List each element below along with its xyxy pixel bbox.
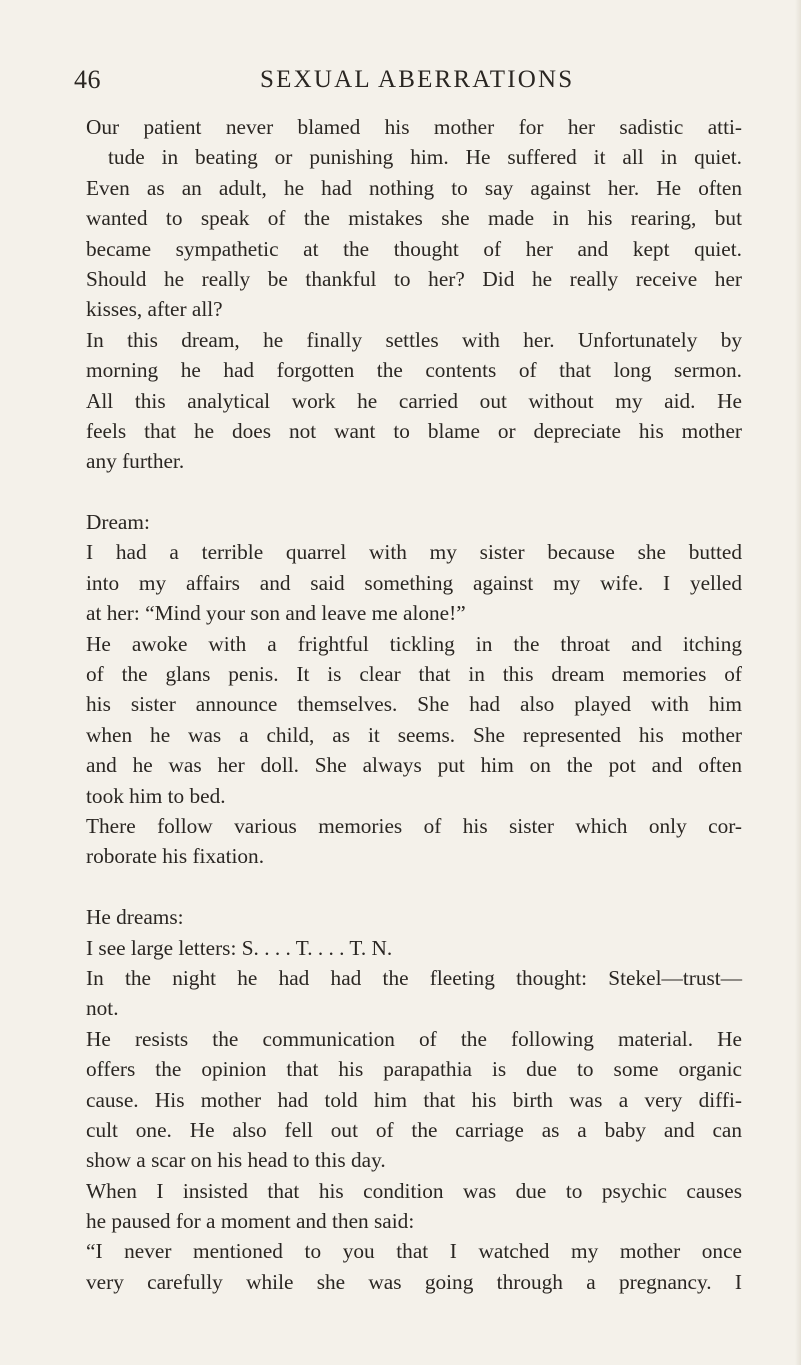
text-line: morning he had forgotten the contents of that long sermon.	[86, 358, 742, 383]
text-line: cause. His mother had told him that his birth was a very diffi-	[86, 1087, 742, 1112]
paragraph-gap	[86, 872, 742, 902]
section-heading: He dreams:	[86, 905, 184, 930]
text-line: I see large letters: S. . . . T. . . . T. N.	[86, 935, 393, 960]
text-line: Even as an adult, he had nothing to say against her. He often	[86, 175, 742, 200]
text-line: “I never mentioned to you that I watched my mother once	[86, 1239, 742, 1264]
text-line: any further.	[86, 449, 185, 474]
text-line: When I insisted that his condition was due to psychic causes	[86, 1178, 742, 1203]
text-line: He awoke with a frightful tickling in the throat and itching	[86, 631, 742, 656]
text-line: wanted to speak of the mistakes she made in his rearing, but	[86, 206, 742, 231]
text-line: cult one. He also fell out of the carriage as a baby and can	[86, 1117, 742, 1142]
text-line: roborate his fixation.	[86, 844, 265, 869]
text-line: not.	[86, 996, 119, 1021]
running-head: SEXUAL ABERRATIONS	[260, 66, 575, 93]
text-line: All this analytical work he carried out without my aid. He	[86, 388, 742, 413]
text-line: kisses, after all?	[86, 297, 223, 322]
text-line: of the glans penis. It is clear that in this dream memories of	[86, 662, 742, 687]
text-line: He resists the communication of the following material. He	[86, 1026, 742, 1051]
text-line: took him to bed.	[86, 783, 226, 808]
text-line: I had a terrible quarrel with my sister because she butted	[86, 540, 742, 565]
text-line: and he was her doll. She always put him on the pot and often	[86, 753, 742, 778]
body-text	[86, 112, 742, 1297]
text-line: show a scar on his head to this day.	[86, 1148, 386, 1173]
text-line: There follow various memories of his sister which only cor-	[86, 813, 742, 838]
text-line: tude in beating or punishing him. He suffered it all in quiet.	[108, 145, 742, 170]
text-line: into my affairs and said something against my wife. I yelled	[86, 570, 742, 595]
text-line: at her: “Mind your son and leave me alone!”	[86, 601, 466, 626]
section-heading: Dream:	[86, 510, 150, 535]
page-edge-shadow	[795, 0, 801, 1365]
text-line: became sympathetic at the thought of her and kept quiet.	[86, 236, 742, 261]
page-number: 46	[74, 65, 101, 94]
text-line: In this dream, he finally settles with her. Unfortunately by	[86, 327, 742, 352]
page-header	[74, 63, 744, 97]
text-line: Should he really be thankful to her? Did he really receive her	[86, 266, 742, 291]
text-line: feels that he does not want to blame or depreciate his mother	[86, 418, 742, 443]
text-line: very carefully while she was going through a pregnancy. I	[86, 1269, 742, 1294]
text-line: In the night he had had the fleeting thought: Stekel—trust—	[86, 965, 742, 990]
text-line: his sister announce themselves. She had also played with him	[86, 692, 742, 717]
text-line: he paused for a moment and then said:	[86, 1209, 415, 1234]
text-line: Our patient never blamed his mother for her sadistic atti-	[86, 115, 742, 139]
text-line: offers the opinion that his parapathia is due to some organic	[86, 1057, 742, 1082]
paragraph-gap	[86, 477, 742, 507]
text-line: when he was a child, as it seems. She represented his mother	[86, 722, 742, 747]
